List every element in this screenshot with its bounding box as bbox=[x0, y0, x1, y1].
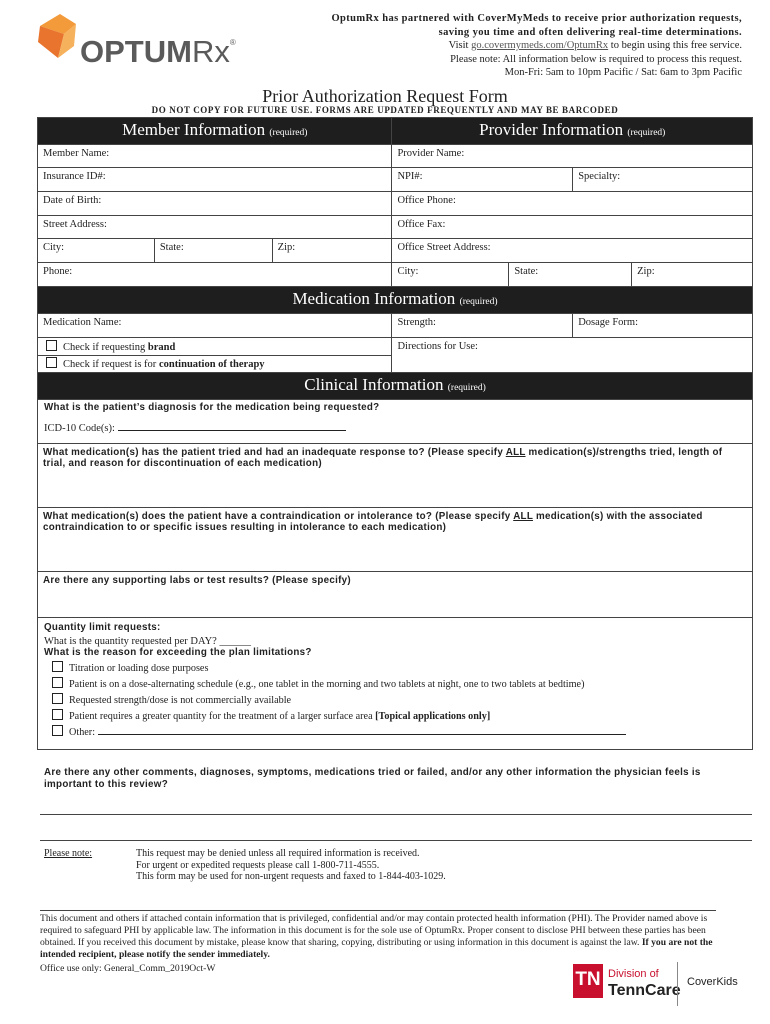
tenncare-division: Division of bbox=[608, 968, 659, 980]
quantity-limit-title: Quantity limit requests: bbox=[44, 622, 161, 633]
optumrx-logo-mark-icon bbox=[34, 12, 78, 60]
continuation-checkbox[interactable] bbox=[46, 357, 57, 368]
office-phone-field[interactable]: Office Phone: bbox=[392, 192, 753, 216]
coverkids-name: CoverKids bbox=[687, 976, 738, 988]
optumrx-logo bbox=[30, 10, 236, 70]
covermymeds-link[interactable]: go.covermymeds.com/OptumRx bbox=[471, 40, 609, 51]
icd10-input[interactable] bbox=[118, 430, 346, 431]
ql-checkbox-strength[interactable] bbox=[52, 693, 63, 704]
labs-field[interactable]: Are there any supporting labs or test results? (Please specify) bbox=[38, 572, 753, 618]
page-title: Prior Authorization Request Form bbox=[262, 86, 508, 106]
ql-checkbox-titration[interactable] bbox=[52, 661, 63, 672]
note-line1: This request may be denied unless all required information is received. bbox=[136, 848, 420, 859]
date-of-birth-field[interactable]: Date of Birth: bbox=[38, 192, 392, 216]
ql-checkbox-other[interactable] bbox=[52, 725, 63, 736]
partner-hours: Mon-Fri: 5am to 10pm Pacific / Sat: 6am to 3pm Pacific bbox=[504, 67, 742, 78]
quantity-per-day[interactable]: What is the quantity requested per DAY? ______ bbox=[44, 636, 251, 647]
continuation-checkbox-row[interactable]: Check if request is for continuation of therapy bbox=[38, 355, 391, 370]
partner-line4: Please note: All information below is required to process this request. bbox=[450, 53, 742, 65]
npi-field[interactable]: NPI#: bbox=[392, 168, 573, 192]
member-city-field[interactable]: City: bbox=[38, 239, 155, 263]
contraindication-field[interactable]: What medication(s) does the patient have a contraindication or intolerance to? (Please specify ALL medication(s) with the associated contraindication to or specific issues resulting in intolerance to each medication) bbox=[38, 508, 753, 572]
ql-other-input[interactable] bbox=[98, 734, 626, 735]
member-state-field[interactable]: State: bbox=[154, 239, 272, 263]
partner-line3-post: to begin using this free service. bbox=[608, 40, 742, 51]
strength-field[interactable]: Strength: bbox=[392, 314, 573, 338]
note-line2: For urgent or expedited requests please call 1-800-711-4555. bbox=[136, 859, 380, 871]
provider-zip-field[interactable]: Zip: bbox=[632, 263, 753, 287]
office-street-field[interactable]: Office Street Address: bbox=[392, 239, 753, 263]
medication-info-header: Medication Information (required) bbox=[38, 287, 753, 314]
brand-checkbox[interactable] bbox=[46, 340, 57, 351]
partner-line1: OptumRx has partnered with CoverMyMeds to receive prior authorization requests, bbox=[331, 13, 742, 24]
dosage-form-field[interactable]: Dosage Form: bbox=[573, 314, 753, 338]
ql-option-titration[interactable]: Titration or loading dose purposes bbox=[44, 661, 746, 677]
form-warning: DO NOT COPY FOR FUTURE USE. FORMS ARE UPDATED FREQUENTLY AND MAY BE BARCODED bbox=[151, 105, 619, 115]
medication-name-field[interactable]: Medication Name: bbox=[38, 314, 392, 338]
other-comments-question: Are there any other comments, diagnoses, symptoms, medications tried or failed, and/or any other information the physician feels is important to this review? bbox=[44, 767, 701, 790]
ql-option-other[interactable]: Other: bbox=[44, 725, 746, 741]
member-zip-field[interactable]: Zip: bbox=[272, 239, 392, 263]
brand-checkbox-row[interactable]: Check if requesting brand bbox=[38, 340, 391, 353]
office-fax-field[interactable]: Office Fax: bbox=[392, 216, 753, 239]
ql-option-topical[interactable]: Patient requires a greater quantity for the treatment of a larger surface area [Topical applications only] bbox=[44, 709, 746, 725]
tenncare-name: TennCare bbox=[608, 982, 681, 999]
ql-checkbox-topical[interactable] bbox=[52, 709, 63, 720]
clinical-info-header: Clinical Information (required) bbox=[38, 373, 753, 400]
office-use: Office use only: General_Comm_2019Oct-W bbox=[40, 963, 216, 974]
ql-option-alternating[interactable]: Patient is on a dose-alternating schedule (e.g., one tablet in the morning and two tablets at night, one to two tablets at bedtime) bbox=[44, 677, 746, 693]
diagnosis-question: What is the patient’s diagnosis for the medication being requested? bbox=[44, 402, 380, 413]
member-name-field[interactable]: Member Name: bbox=[38, 145, 392, 168]
please-note-label: Please note: bbox=[44, 848, 93, 859]
note-line3: This form may be used for non-urgent requests and faxed to 1-844-403-1029. bbox=[136, 871, 446, 882]
optumrx-wordmark: OPTUMRx® bbox=[80, 34, 236, 69]
provider-name-field[interactable]: Provider Name: bbox=[392, 145, 753, 168]
provider-state-field[interactable]: State: bbox=[509, 263, 632, 287]
directions-field[interactable]: Directions for Use: bbox=[392, 338, 753, 373]
quantity-limit-section bbox=[38, 618, 753, 750]
tenncare-divider bbox=[677, 962, 678, 1006]
ql-option-strength[interactable]: Requested strength/dose is not commercially available bbox=[44, 693, 746, 709]
provider-info-header: Provider Information (required) bbox=[392, 118, 753, 145]
please-note-text bbox=[136, 848, 446, 883]
partner-line3: Visit bbox=[448, 40, 472, 51]
diagnosis-field[interactable] bbox=[38, 400, 753, 444]
tried-medications-field[interactable]: What medication(s) has the patient tried and had an inadequate response to? (Please specify ALL medication(s)/strengths tried, length of trial, and reason for discontinuation of each medication) bbox=[38, 444, 753, 508]
insurance-id-field[interactable]: Insurance ID#: bbox=[38, 168, 392, 192]
specialty-field[interactable]: Specialty: bbox=[573, 168, 753, 192]
comments-line-1[interactable] bbox=[40, 814, 752, 815]
quantity-options bbox=[44, 661, 746, 741]
comments-line-2[interactable] bbox=[40, 840, 752, 841]
tn-badge: TN bbox=[573, 964, 603, 998]
tenncare-logo bbox=[573, 962, 738, 1012]
partner-notice bbox=[272, 12, 742, 80]
provider-city-field[interactable]: City: bbox=[392, 263, 509, 287]
member-phone-field[interactable]: Phone: bbox=[38, 263, 392, 287]
prior-auth-form bbox=[37, 117, 753, 750]
icd10-row[interactable]: ICD-10 Code(s): bbox=[44, 423, 746, 434]
ql-checkbox-alternating[interactable] bbox=[52, 677, 63, 688]
street-address-field[interactable]: Street Address: bbox=[38, 216, 392, 239]
partner-line2: saving you time and often delivering real-time determinations. bbox=[438, 26, 742, 38]
quantity-reason-question: What is the reason for exceeding the plan limitations? bbox=[44, 647, 312, 658]
member-info-header: Member Information (required) bbox=[38, 118, 392, 145]
phi-disclaimer: This document and others if attached contain information that is privileged, confidential and/or may contain protected health information (PHI). The Provider named above is required to safeguard PHI by applicable law. The information in this document is for the sole use of OptumRx. Proper consent to disclose PHI between these parties has been obtained. If you received this document by mistake, please know that sharing, copying, distributing or using information in this document is against the law. If you are not the intended recipient, please notify the sender immediately. Office use only: General_Comm_2019Oct-W bbox=[40, 910, 716, 975]
medication-checkboxes bbox=[38, 338, 392, 373]
